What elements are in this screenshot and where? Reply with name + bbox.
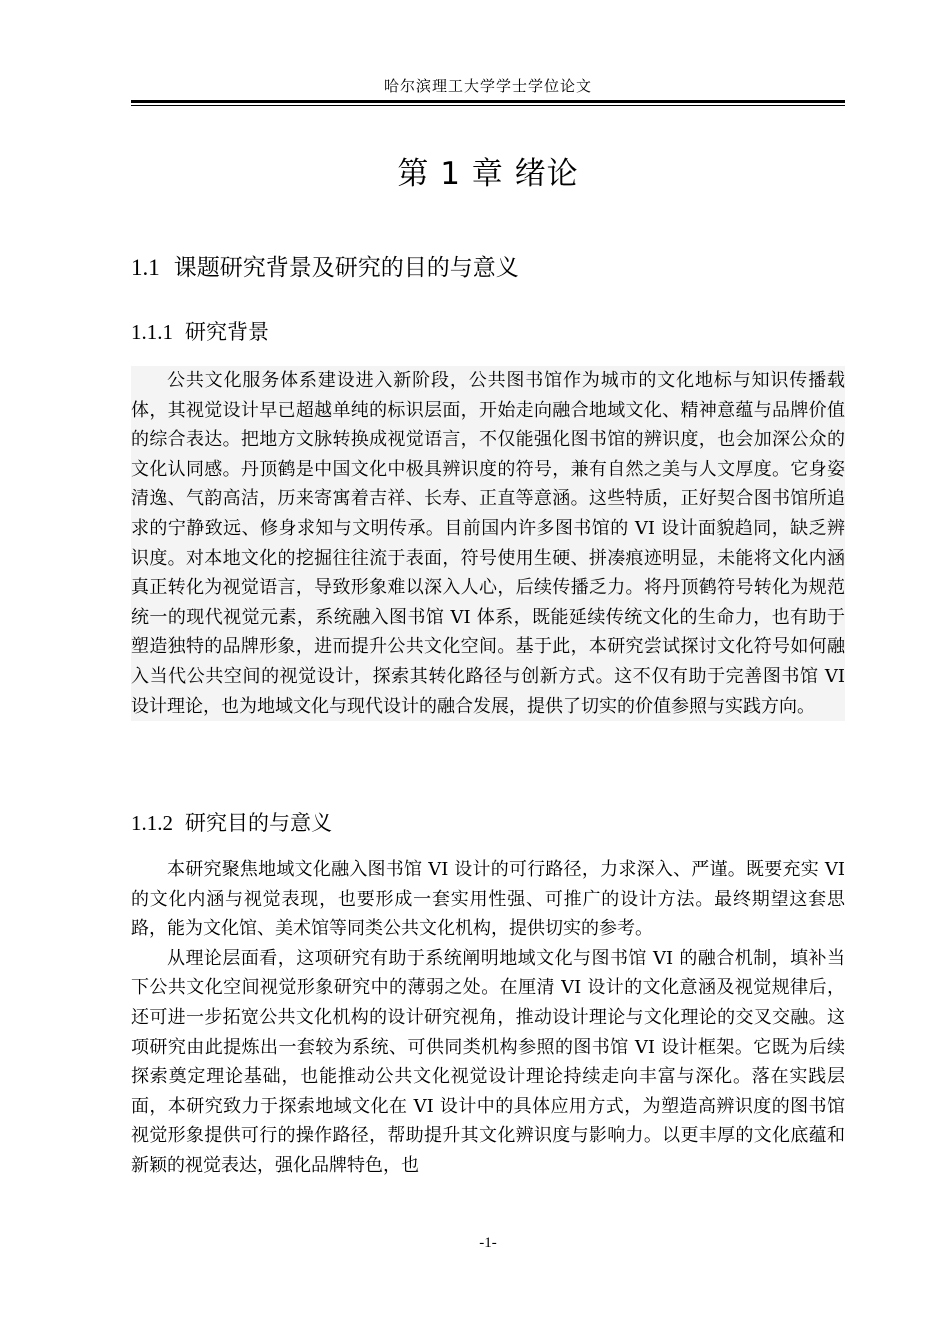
subsection-heading-purpose (131, 807, 332, 839)
chapter-title: 第 1 章 绪论 (397, 156, 579, 192)
header-rule-thin (131, 105, 845, 106)
subsection-title: 研究目的与意义 (185, 811, 332, 835)
section-heading (131, 250, 519, 286)
section-number: 1.1 (131, 255, 160, 280)
subsection-number: 1.1.1 (131, 320, 173, 344)
subsection-title: 研究背景 (185, 320, 269, 344)
subsection-heading-background (131, 316, 269, 348)
background-body (131, 366, 845, 721)
paragraph: 公共文化服务体系建设进入新阶段，公共图书馆作为城市的文化地标与知识传播载体，其视觉设计早已超越单纯的标识层面，开始走向融合地域文化、精神意蕴与品牌价值的综合表达。把地方文脉转换成视觉语言，不仅能强化图书馆的辨识度，也会加深公众的文化认同感。丹顶鹤是中国文化中极具辨识度的符号，兼有自然之美与人文厚度。它身姿清逸、气韵高洁，历来寄寓着吉祥、长寿、正直等意涵。这些特质，正好契合图书馆所追求的宁静致远、修身求知与文明传承。目前国内许多图书馆的 VI 设计面貌趋同，缺乏辨识度。对本地文化的挖掘往往流于表面，符号使用生硬、拼凑痕迹明显，未能将文化内涵真正转化为视觉语言，导致形象难以深入人心，后续传播乏力。将丹顶鹤符号转化为规范统一的现代视觉元素，系统融入图书馆 VI 体系，既能延续传统文化的生命力，也有助于塑造独特的品牌形象，进而提升公共文化空间。基于此，本研究尝试探讨文化符号如何融入当代公共空间的视觉设计，探索其转化路径与创新方式。这不仅有助于完善图书馆 VI 设计理论，也为地域文化与现代设计的融合发展，提供了切实的价值参照与实践方向。 (131, 366, 845, 721)
subsection-number: 1.1.2 (131, 811, 173, 835)
running-header: 哈尔滨理工大学学士学位论文 (383, 77, 592, 95)
purpose-body (131, 855, 845, 1181)
paragraph: 本研究聚焦地域文化融入图书馆 VI 设计的可行路径，力求深入、严谨。既要充实 VI 的文化内涵与视觉表现，也要形成一套实用性强、可推广的设计方法。最终期望这套思路，能为文化馆、美术馆等同类公共文化机构，提供切实的参考。 (131, 859, 845, 940)
page-number: -1- (479, 1235, 497, 1251)
header-rule-thick (131, 100, 845, 103)
section-title: 课题研究背景及研究的目的与意义 (173, 255, 519, 281)
paragraph: 从理论层面看，这项研究有助于系统阐明地域文化与图书馆 VI 的融合机制，填补当下公共文化空间视觉形象研究中的薄弱之处。在厘清 VI 设计的文化意涵及视觉规律后，还可进一步拓宽公共文化机构的设计研究视角，推动设计理论与文化理论的交叉交融。这项研究由此提炼出一套较为系统、可供同类机构参照的图书馆 VI 设计框架。它既为后续探索奠定理论基础，也能推动公共文化视觉设计理论持续走向丰富与深化。落在实践层面，本研究致力于探索地域文化在 VI 设计中的具体应用方式，为塑造高辨识度的图书馆视觉形象提供可行的操作路径，帮助提升其文化辨识度与影响力。以更丰厚的文化底蕴和新颖的视觉表达，强化品牌特色，也 (131, 947, 845, 1176)
